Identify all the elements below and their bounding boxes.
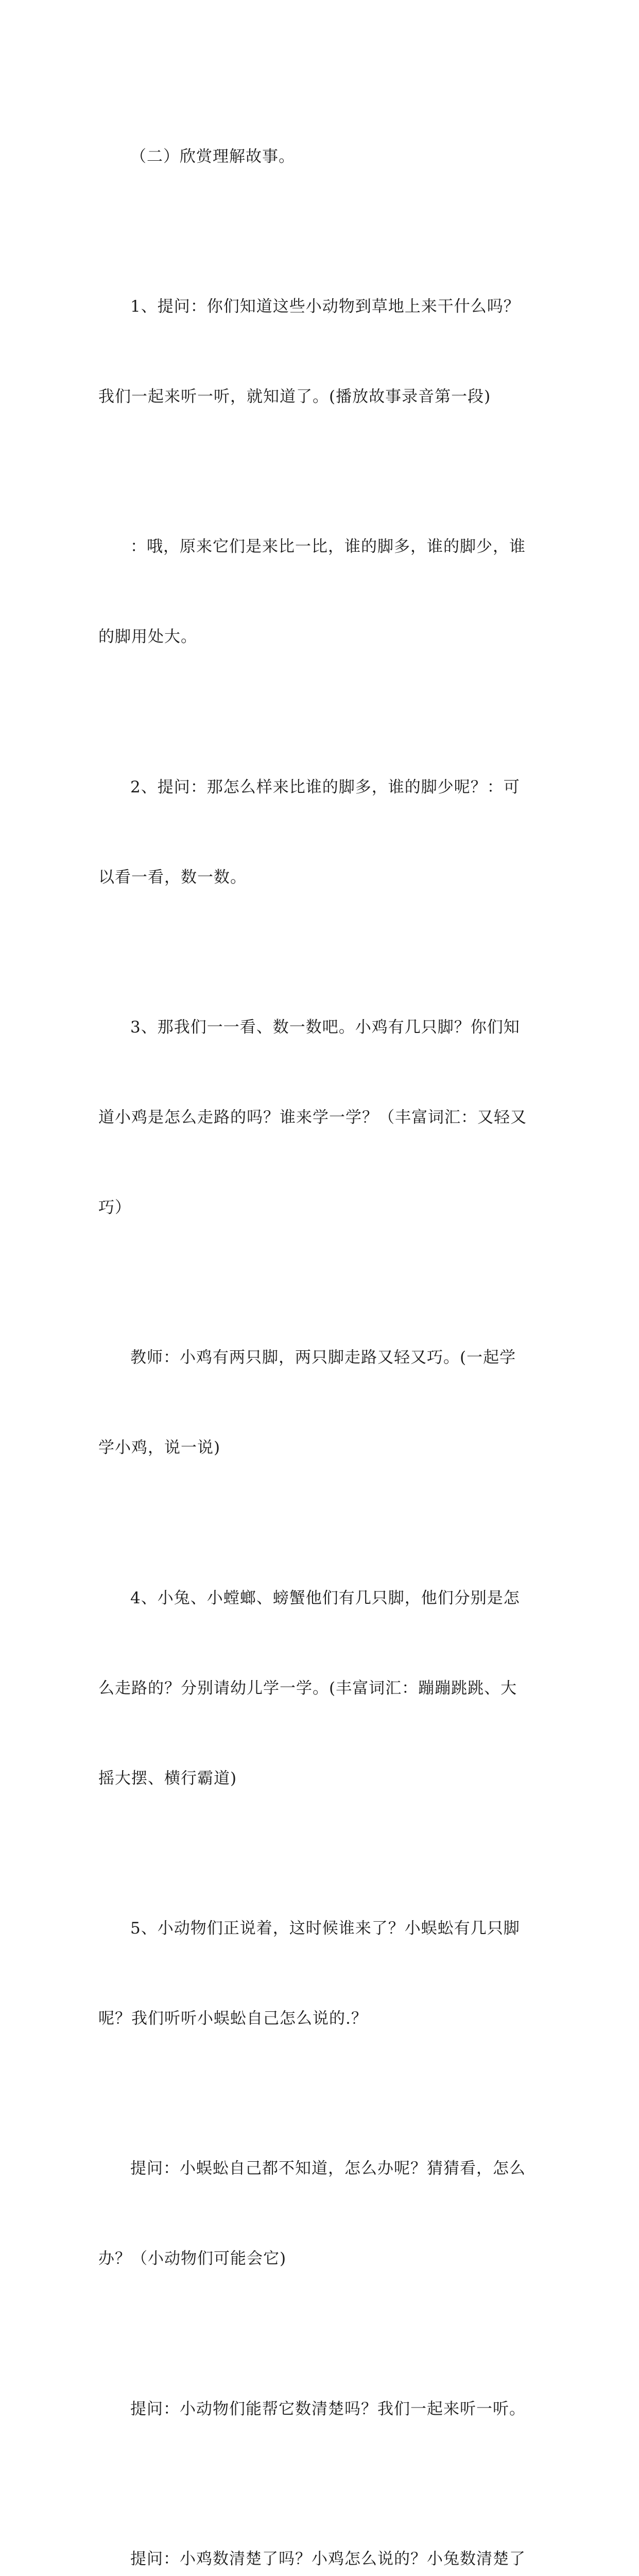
text-line: 以看一看，数一数。	[98, 868, 247, 887]
text-line: 提问：小鸡数清楚了吗？小鸡怎么说的？小兔数清楚了	[130, 2550, 526, 2569]
text-line: 巧）	[98, 1198, 131, 1217]
paragraph-6	[98, 1523, 541, 1853]
paragraph-heading	[98, 81, 541, 231]
text-line: ：哦，原来它们是来比一比，谁的脚多，谁的脚少，谁	[130, 537, 526, 556]
paragraph-10	[98, 2484, 541, 2576]
text-line: 的脚用处大。	[98, 628, 197, 647]
text-line: 提问：小蜈蚣自己都不知道，怎么办呢？猜猜看，怎么	[130, 2159, 526, 2178]
paragraph-8	[98, 2094, 541, 2334]
text-line: 呢？我们听听小蜈蚣自己怎么说的.？	[98, 2009, 368, 2028]
text-line: 教师：小鸡有两只脚，两只脚走路又轻又巧。(一起学	[130, 1348, 516, 1367]
text-line: 2、提问：那怎么样来比谁的脚多，谁的脚少呢？：可	[130, 777, 520, 796]
paragraph-3	[98, 712, 541, 952]
paragraph-4	[98, 953, 541, 1283]
text-line: 3、那我们一一看、数一数吧。小鸡有几只脚？你们知	[130, 1018, 520, 1037]
paragraph-5	[98, 1283, 541, 1523]
text-line: 学小鸡，说一说)	[98, 1438, 221, 1458]
text-line: 么走路的？分别请幼儿学一学。(丰富词汇：蹦蹦跳跳、大	[98, 1679, 517, 1698]
text-line: 办？（小动物们可能会它)	[98, 2249, 287, 2268]
paragraph-7	[98, 1854, 541, 2094]
paragraph-2	[98, 472, 541, 712]
text-line: （二）欣赏理解故事。	[130, 147, 295, 166]
text-line: 摇大摆、横行霸道)	[98, 1769, 237, 1788]
text-line: 5、小动物们正说着，这时候谁来了？小蜈蚣有几只脚	[130, 1919, 520, 1938]
text-line: 我们一起来听一听，就知道了。(播放故事录音第一段)	[98, 387, 491, 406]
paragraph-1	[98, 231, 541, 471]
text-line: 4、小兔、小螳螂、螃蟹他们有几只脚，他们分别是怎	[130, 1588, 520, 1607]
paragraph-9	[98, 2334, 541, 2484]
text-line: 提问：小动物们能帮它数清楚吗？我们一起来听一听。	[130, 2399, 526, 2418]
text-line: 道小鸡是怎么走路的吗？谁来学一学？（丰富词汇：又轻又	[98, 1108, 527, 1127]
text-line: 1、提问：你们知道这些小动物到草地上来干什么吗？	[130, 297, 520, 316]
document-page	[98, 81, 541, 2576]
